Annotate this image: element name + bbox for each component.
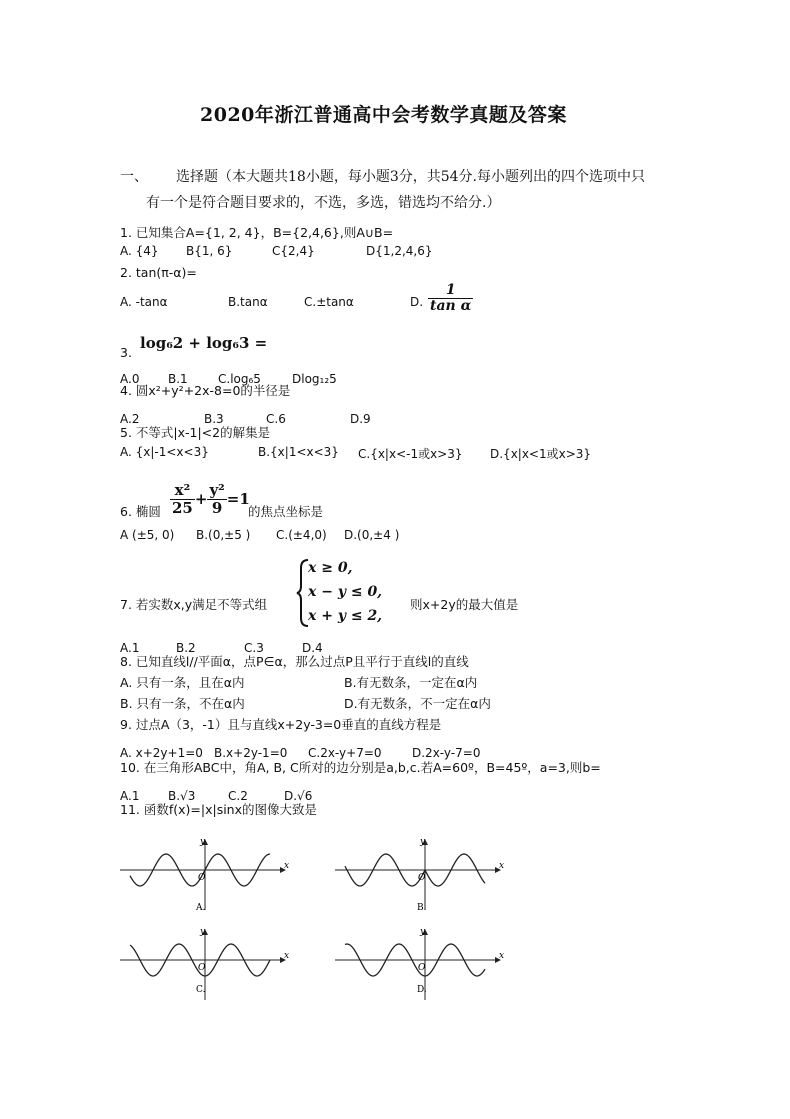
q3-expression: log₆2 + log₆3 = (140, 334, 268, 352)
q1-option-b: B{1, 6} (186, 244, 233, 258)
q9-option-d: D.2x-y-7=0 (412, 746, 481, 760)
graph-a-x-label: x (284, 861, 290, 871)
q4-option-c: C.6 (266, 412, 286, 426)
q5-stem: 5. 不等式|x-1|<2的解集是 (120, 425, 271, 440)
graph-b-label: B. (417, 903, 427, 913)
section-instructions-line1: 选择题（本大题共18小题，每小题3分，共54分.每小题列出的四个选项中只 (176, 169, 645, 185)
q2-stem: 2. tan(π-α)= (120, 265, 197, 280)
graph-c (120, 927, 289, 1000)
q2-option-b: B.tanα (228, 295, 268, 309)
section-number: 一、 (120, 169, 148, 185)
q6-option-c: C.(±4,0) (276, 528, 327, 542)
q2-d-numerator: 1 (428, 283, 473, 299)
q7-option-c: C.3 (244, 641, 264, 655)
q6-number: 6. 椭圆 (120, 504, 161, 519)
q6-tail: 的焦点坐标是 (248, 504, 324, 519)
graph-c-label: C. (196, 985, 206, 995)
graph-c-x-label: x (284, 951, 290, 961)
q3-option-a: A.0 (120, 372, 140, 386)
q7-sys-2: x − y ≤ 0, (308, 584, 383, 600)
q7-tail: 则x+2y的最大值是 (410, 597, 519, 612)
q8-option-d: D.有无数条，不一定在α内 (344, 696, 491, 711)
q8-stem: 8. 已知直线l//平面α，点P∈α，那么过点P且平行于直线l的直线 (120, 654, 469, 669)
page-title: 2020年浙江普通高中会考数学真题及答案 (200, 104, 567, 126)
q4-option-b: B.3 (204, 412, 224, 426)
q3-option-b: B.1 (168, 372, 188, 386)
q6-frac1-num: x² (170, 482, 195, 500)
graph-b-x-label: x (499, 861, 505, 871)
q2-option-d: D. (410, 295, 424, 309)
q6-frac2-num: y² (209, 481, 225, 499)
q1-option-a: A. {4} (120, 244, 159, 258)
graph-d (335, 927, 504, 1000)
graph-b-origin: O (418, 873, 426, 883)
q6-option-b: B.(0,±5 ) (196, 528, 251, 542)
graph-a (120, 837, 289, 913)
q10-stem: 10. 在三角形ABC中，角A, B, C所对的边分别是a,b,c.若A=60º，B=45º，a=3,则b= (120, 760, 601, 775)
q6-ellipse-equation (170, 482, 250, 516)
q8-option-a: A. 只有一条，且在α内 (120, 675, 245, 690)
q9-option-a: A. x+2y+1=0 (120, 746, 203, 760)
graph-a-y-label: y (200, 837, 206, 847)
q1-option-d: D{1,2,4,6} (366, 244, 433, 258)
q6-option-a: A (±5, 0) (120, 528, 175, 542)
graph-b (335, 837, 504, 913)
q3-option-c: C.log₆5 (218, 372, 261, 386)
q7-option-d: D.4 (302, 641, 323, 655)
graph-c-y-label: y (200, 927, 206, 937)
q2-option-a: A. -tanα (120, 295, 168, 309)
graph-d-y-label: y (420, 927, 426, 937)
q3-number: 3. (120, 345, 132, 360)
q10-option-d: D.√6 (284, 789, 313, 803)
q5-option-d: D.{x|x<1或x>3} (490, 447, 592, 461)
q7-option-a: A.1 (120, 641, 140, 655)
q10-option-b: B.√3 (168, 789, 196, 803)
q1-option-c: C{2,4} (272, 244, 315, 258)
q6-plus: + (194, 490, 208, 508)
graph-b-y-label: y (420, 837, 426, 847)
q4-option-a: A.2 (120, 412, 140, 426)
q2-option-d-fraction (428, 283, 473, 315)
q11-stem: 11. 函数f(x)=|x|sinx的图像大致是 (120, 802, 318, 817)
q5-option-c: C.{x|x<-1或x>3} (358, 447, 463, 461)
q5-option-a: A. {x|-1<x<3} (120, 445, 209, 459)
q10-option-c: C.2 (228, 789, 248, 803)
q9-option-b: B.x+2y-1=0 (214, 746, 288, 760)
q3-option-d: Dlog₁₂5 (292, 372, 337, 386)
q10-option-a: A.1 (120, 789, 140, 803)
q8-option-b: B.有无数条，一定在α内 (344, 675, 478, 690)
q2-d-denominator: tan α (430, 298, 472, 315)
q7-stem: 7. 若实数x,y满足不等式组 (120, 597, 268, 612)
q7-sys-3: x + y ≤ 2, (308, 608, 383, 624)
q11-graphs (100, 820, 530, 1010)
q5-option-b: B.{x|1<x<3} (258, 445, 339, 459)
q4-option-d: D.9 (350, 412, 371, 426)
graph-d-x-label: x (499, 951, 505, 961)
q6-equals: =1 (226, 490, 250, 508)
q7-sys-1: x ≥ 0, (308, 560, 353, 576)
graph-d-label: D. (417, 985, 427, 995)
q4-stem: 4. 圆x²+y²+2x-8=0的半径是 (120, 383, 291, 398)
q6-frac2-den: 9 (211, 498, 223, 517)
q9-option-c: C.2x-y+7=0 (308, 746, 382, 760)
section-instructions-line2: 有一个是符合题目要求的，不选，多选，错选均不给分.） (146, 195, 501, 211)
graph-c-origin: O (198, 963, 206, 973)
graph-a-label: A. (196, 903, 206, 913)
q9-stem: 9. 过点A（3，-1）且与直线x+2y-3=0垂直的直线方程是 (120, 717, 442, 732)
graph-a-origin: O (198, 873, 206, 883)
q1-stem: 1. 已知集合A={1, 2, 4}，B={2,4,6},则A∪B= (120, 225, 394, 240)
q8-option-c: B. 只有一条，不在α内 (120, 696, 245, 711)
q6-option-d: D.(0,±4 ) (344, 528, 400, 542)
q2-option-c: C.±tanα (304, 295, 354, 309)
q6-frac1-den: 25 (172, 498, 193, 517)
graph-d-origin: O (418, 963, 426, 973)
q7-option-b: B.2 (176, 641, 196, 655)
